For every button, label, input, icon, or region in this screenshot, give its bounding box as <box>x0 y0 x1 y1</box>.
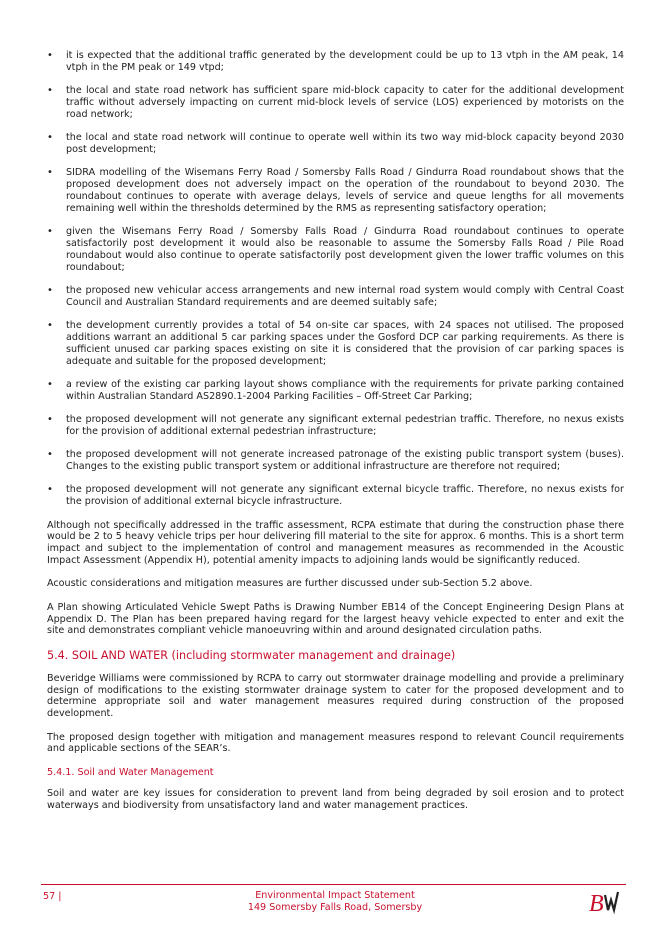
section-heading: 5.4. SOIL AND WATER (including stormwater management and drainage) <box>47 648 456 662</box>
paragraph-swept-paths: A Plan showing Articulated Vehicle Swept Paths is Drawing Number EB14 of the Concept Engineering Design Plans at Appendix D. The Plan has been prepared having regard for the largest heavy vehicle expected to enter and exit the site and demonstrates compliant vehicle manoeuvring within and around designated circulation paths. <box>47 601 624 637</box>
paragraph-acoustic: Acoustic considerations and mitigation measures are further discussed under sub-Section 5.2 above. <box>47 578 533 590</box>
list-item: • SIDRA modelling of the Wisemans Ferry Road / Somersby Falls Road / Gindurra Road roundabout shows that the proposed development does not adversely impact on the operation of the roundabout to beyond 2030. The roundabout continues to operate with average delays, levels of service and queue lengths for all movements remaining well within the thresholds determined by the RMS as representing satisfactory operation; <box>47 167 624 214</box>
footer-title-line1: Environmental Impact Statement <box>255 890 415 901</box>
paragraph-soil-water: Soil and water are key issues for consideration to prevent land from being degraded by soil erosion and to protect waterways and biodiversity from unsatisfactory land and water management practices. <box>47 787 624 811</box>
footer-divider <box>41 884 626 885</box>
list-item-text: the local and state road network has sufficient spare mid-block capacity to cater for the additional development traffic without adversely impacting on current mid-block levels of service (LOS) experienced by motorists on the road network; <box>66 85 624 120</box>
bullet-list <box>47 50 624 508</box>
list-item: • it is expected that the additional traffic generated by the development could be up to 13 vtph in the AM peak, 14 vtph in the PM peak or 149 vtpd; <box>47 50 624 73</box>
list-item: • a review of the existing car parking layout shows compliance with the requirements for private parking contained within Australian Standard AS2890.1-2004 Parking Facilities – Off-Street Car Parking; <box>47 378 624 402</box>
list-item: • the local and state road network has sufficient spare mid-block capacity to cater for the additional development traffic without adversely impacting on current mid-block levels of service (LOS) experienced by motorists on the road network; <box>47 85 624 120</box>
list-item-text: SIDRA modelling of the Wisemans Ferry Road / Somersby Falls Road / Gindurra Road roundabout shows that the proposed development does not adversely impact on the operation of the roundabout to beyond 2030. The roundabout continues to operate with average delays, levels of service and queue lengths for all movements remaining well within the thresholds determined by the RMS as representing satisfactory operation; <box>66 167 624 214</box>
footer-title <box>0 890 670 914</box>
list-item: • the proposed development will not generate any significant external bicycle traffic. Therefore, no nexus exists for the provision of additional external bicycle infrastructure. <box>47 484 624 508</box>
page-number: 57 | <box>43 891 62 902</box>
list-item-text: the proposed new vehicular access arrangements and new internal road system would comply with Central Coast Council and Australian Standard requirements and are deemed suitably safe; <box>66 284 624 308</box>
list-item-text: the development currently provides a total of 54 on-site car spaces, with 24 spaces not utilised. The proposed additions warrant an additional 5 car parking spaces under the Gosford DCP car parking requirements. As there is sufficient unused car parking spaces existing on site it is considered that the provision of car parking spaces is adequate and suitable for the proposed development; <box>66 320 624 367</box>
list-item: • the development currently provides a total of 54 on-site car spaces, with 24 spaces not utilised. The proposed additions warrant an additional 5 car parking spaces under the Gosford DCP car parking requirements. As there is sufficient unused car parking spaces existing on site it is considered that the provision of car parking spaces is adequate and suitable for the proposed development; <box>47 320 624 367</box>
list-item: • the proposed new vehicular access arrangements and new internal road system would comply with Central Coast Council and Australian Standard requirements and are deemed suitably safe; <box>47 284 624 308</box>
list-item-text: the proposed development will not generate any significant external bicycle traffic. Therefore, no nexus exists for the provision of additional external bicycle infrastructure. <box>66 484 624 508</box>
list-item-text: it is expected that the additional traffic generated by the development could be up to 13 vtph in the AM peak, 14 vtph in the PM peak or 149 vtpd; <box>66 50 624 73</box>
subsection-heading: 5.4.1. Soil and Water Management <box>47 766 214 778</box>
paragraph-construction-traffic: Although not specifically addressed in the traffic assessment, RCPA estimate that during the construction phase there would be 2 to 5 heavy vehicle trips per hour delivering fill material to the site for approx. 6 months. This is a short term impact and subject to the implementation of control and management measures as recommended in the Acoustic Impact Assessment (Appendix H), potential amenity impacts to adjoining lands would be significantly reduced. <box>47 519 624 567</box>
paragraph-stormwater: Beveridge Williams were commissioned by RCPA to carry out stormwater drainage modelling and provide a preliminary design of modifications to the existing stormwater drainage system to cater for the proposed development and to determine appropriate soil and water management measures required during construction of the proposed development. <box>47 672 624 720</box>
list-item: • the proposed development will not generate increased patronage of the existing public transport system (buses). Changes to the existing public transport system or additional infrastructure are therefore not required; <box>47 449 624 473</box>
list-item-text: the proposed development will not generate any significant external pedestrian traffic. Therefore, no nexus exists for the provision of additional external pedestrian infrastructure; <box>66 414 624 437</box>
page-content <box>47 50 624 823</box>
list-item: • the local and state road network will continue to operate well within its two way mid-block capacity beyond 2030 post development; <box>47 132 624 155</box>
paragraph-design-response: The proposed design together with mitigation and management measures respond to relevant Council requirements and applicable sections of the SEAR’s. <box>47 731 624 755</box>
list-item: • the proposed development will not generate any significant external pedestrian traffic. Therefore, no nexus exists for the provision of additional external pedestrian infrastructure; <box>47 414 624 437</box>
list-item-text: a review of the existing car parking layout shows compliance with the requirements for private parking contained within Australian Standard AS2890.1-2004 Parking Facilities – Off-Street Car Parking; <box>66 378 624 402</box>
company-logo-icon <box>588 888 622 918</box>
svg-text:B: B <box>589 891 604 917</box>
list-item-text: given the Wisemans Ferry Road / Somersby Falls Road / Gindurra Road roundabout continues to operate satisfactorily post development it would also be reasonable to assume the Somersby Falls Road / Pile Road roundabout would also continue to operate satisfactorily post development given the lower traffic volumes on this roundabout; <box>66 226 624 273</box>
list-item-text: the proposed development will not generate increased patronage of the existing public transport system (buses). Changes to the existing public transport system or additional infrastructure are therefore not required; <box>66 449 624 473</box>
list-item: • given the Wisemans Ferry Road / Somersby Falls Road / Gindurra Road roundabout continues to operate satisfactorily post development it would also be reasonable to assume the Somersby Falls Road / Pile Road roundabout would also continue to operate satisfactorily post development given the lower traffic volumes on this roundabout; <box>47 226 624 273</box>
list-item-text: the local and state road network will continue to operate well within its two way mid-block capacity beyond 2030 post development; <box>66 132 624 155</box>
footer-title-line2: 149 Somersby Falls Road, Somersby <box>247 902 423 913</box>
